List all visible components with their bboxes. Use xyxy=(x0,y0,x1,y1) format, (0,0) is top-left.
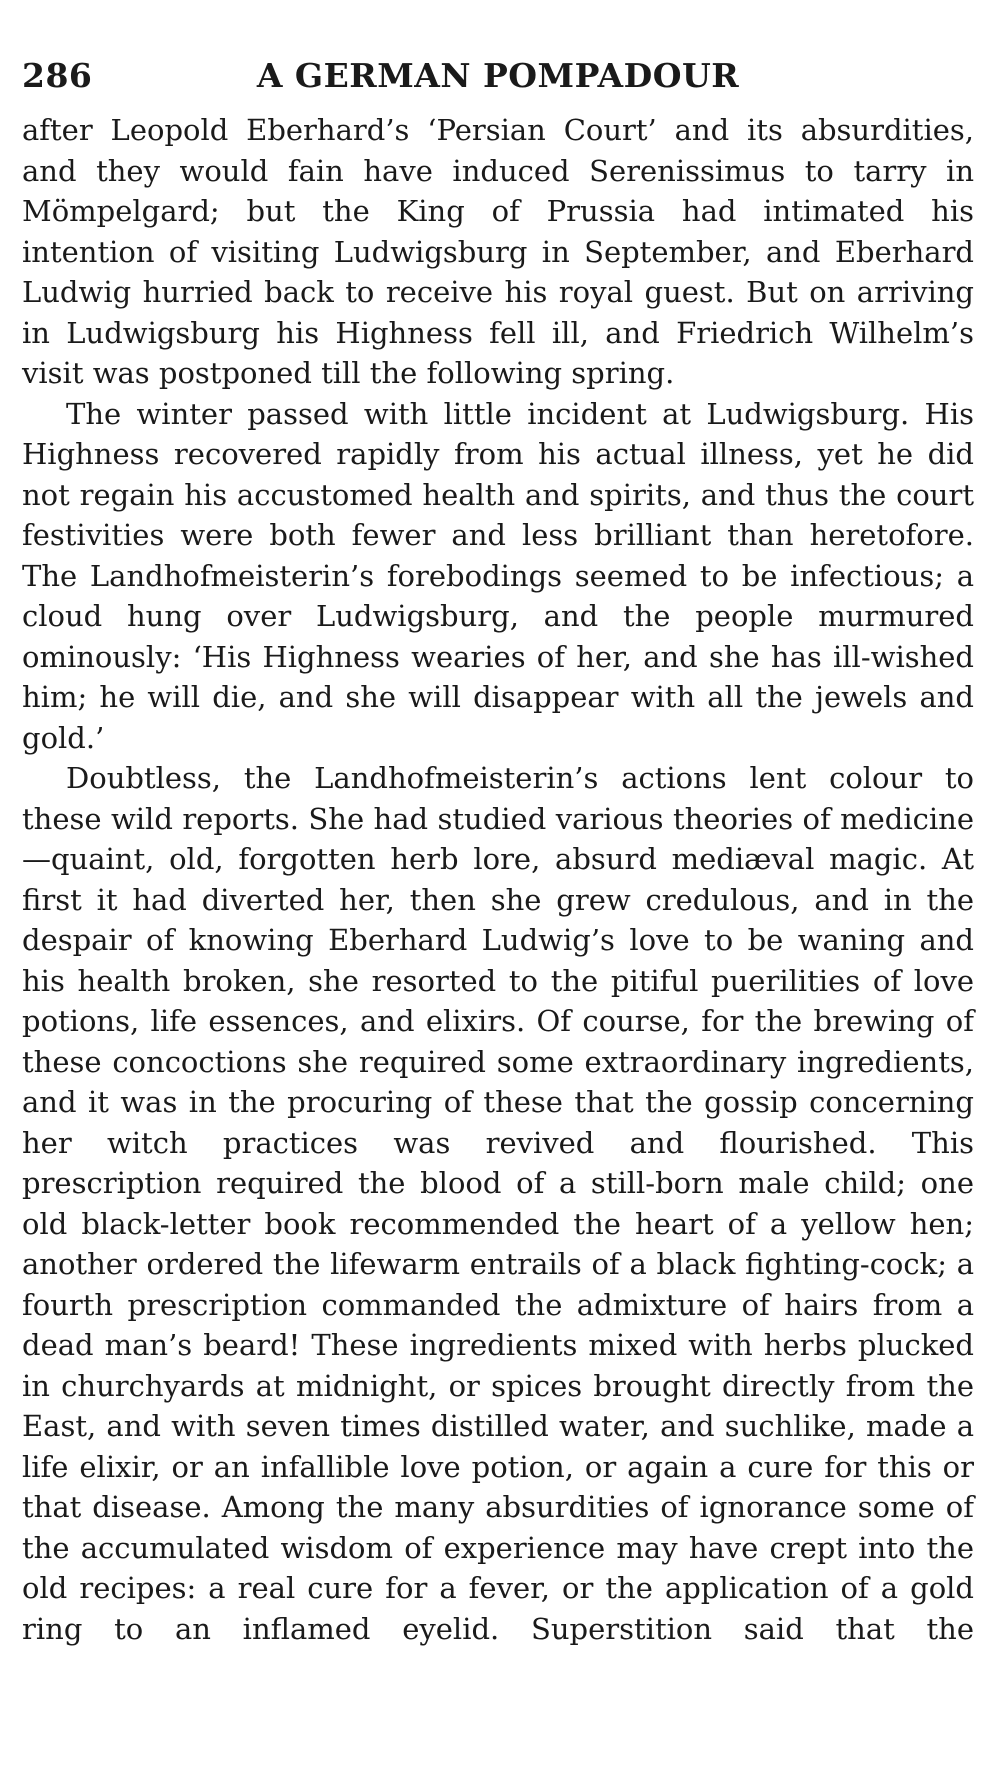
running-head xyxy=(22,38,974,94)
paragraph-winter: The winter passed with little incident at Ludwigsburg. His Highness recovered rapidly from his actual illness, yet he did not regain his accustomed health and spirits, and thus the court festivities were both fewer and less brilliant than heretofore. The Landhofmeisterin’s forebodings seemed to be infectious; a cloud hung over Ludwigsburg, and the people murmured ominously: ‘His Highness wearies of her, and she has ill-wished him; he will die, and she will disappear with all the jewels and gold.’ xyxy=(22,396,974,755)
book-page xyxy=(22,38,974,1649)
page-number: 286 xyxy=(22,56,93,95)
body-text xyxy=(22,110,974,1649)
running-title: A GERMAN POMPADOUR xyxy=(256,56,740,95)
paragraph-doubtless: Doubtless, the Landhofmeisterin’s actions lent colour to these wild reports. She had studied various theories of medicine—quaint, old, forgotten herb lore, absurd mediæval magic. At first it had diverted her, then she grew credulous, and in the despair of knowing Eberhard Ludwig’s love to be waning and his health broken, she resorted to the pitiful puerilities of love potions, life essences, and elixirs. Of course, for the brewing of these concoctions she required some extraordinary ingredients, and it was in the procuring of these that the gossip concerning her witch practices was revived and flourished. This prescription required the blood of a still-born male child; one old black-letter book recommended the heart of a yellow hen; another ordered the lifewarm entrails of a black fighting-cock; a fourth prescription commanded the admixture of hairs from a dead man’s beard! These ingredients mixed with herbs plucked in churchyards at midnight, or spices brought directly from the East, and with seven times distilled water, and suchlike, made a life elixir, or an infallible love potion, or again a cure for this or that disease. Among the many absurdities of ignorance some of the accumulated wisdom of experience may have crept into the old recipes: a real cure for a fever, or the application of a gold ring to an inflamed eyelid. Superstition said that the xyxy=(22,761,974,1646)
paragraph-continuation: after Leopold Eberhard’s ‘Persian Court’ and its absurdities, and they would fain have induced Serenissimus to tarry in Mömpelgard; but the King of Prussia had intimated his intention of visiting Ludwigsburg in September, and Eberhard Ludwig hurried back to receive his royal guest. But on arriving in Ludwigsburg his Highness fell ill, and Friedrich Wilhelm’s visit was postponed till the following spring. xyxy=(22,113,974,390)
